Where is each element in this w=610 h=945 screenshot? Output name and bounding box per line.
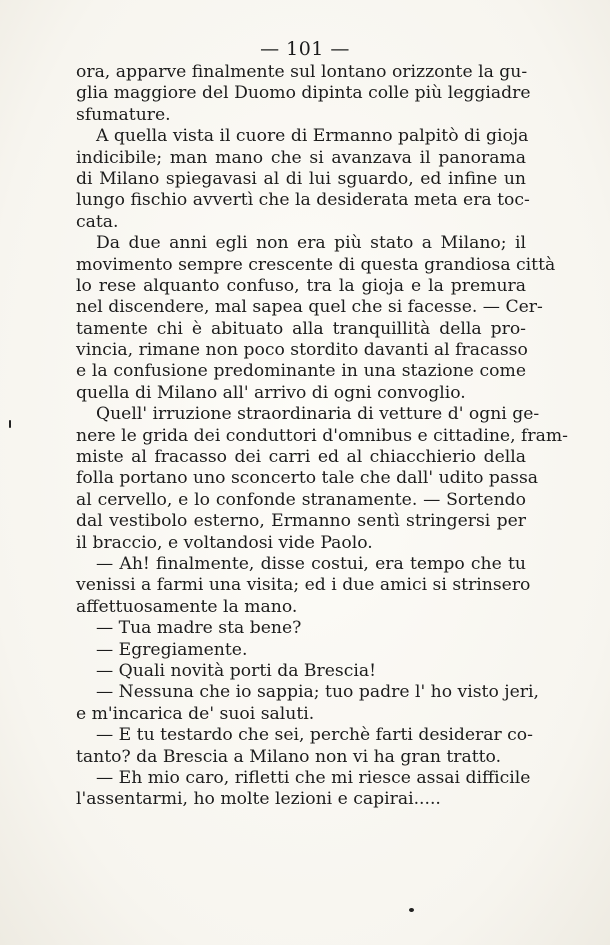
text-line: — Nessuna che io sappia; tuo padre l' ho visto jeri,: [96, 682, 539, 703]
text-line: di Milano spiegavasi al di lui sguardo, ed infine un: [76, 168, 526, 189]
text-line: lo rese alquanto confuso, tra la gioja e la premura: [76, 275, 526, 296]
text-line: l'assentarmi, ho molte lezioni e capirai.....: [76, 789, 441, 810]
print-speck: [9, 420, 11, 428]
text-line: Quell' irruzione straordinaria di vetture d' ogni ge-: [96, 404, 540, 425]
text-line: tanto? da Brescia a Milano non vi ha gran tratto.: [76, 746, 502, 767]
text-line: ora, apparve finalmente sul lontano orizzonte la gu-: [76, 62, 528, 82]
text-line: nere le grida dei conduttori d'omnibus e cittadine, fram-: [76, 425, 568, 446]
text-line: — Ah! finalmente, disse costui, era tempo che tu: [96, 553, 526, 574]
text-line: e m'incarica de' suoi saluti.: [76, 703, 315, 724]
text-line: — Tua madre sta bene?: [96, 618, 302, 639]
text-line: affettuosamente la mano.: [76, 596, 298, 617]
page-number: — 101 —: [260, 38, 350, 60]
text-line: dal vestibolo esterno, Ermanno sentì stringersi per: [76, 511, 526, 532]
text-line: venissi a farmi una visita; ed i due amici si strinsero: [76, 575, 531, 596]
text-line: — Egregiamente.: [96, 639, 248, 660]
text-line: e la confusione predominante in una stazione come: [76, 361, 526, 382]
text-line: — Quali novità porti da Brescia!: [96, 660, 377, 681]
text-line: indicibile; man mano che si avanzava il panorama: [76, 147, 526, 168]
text-line: movimento sempre crescente di questa grandiosa città: [76, 254, 556, 275]
text-line: tamente chi è abituato alla tranquillità della pro-: [76, 318, 526, 339]
text-line: folla portano uno sconcerto tale che dall' udito passa: [76, 468, 539, 489]
text-line: il braccio, e voltandosi vide Paolo.: [76, 532, 373, 553]
text-line: quella di Milano all' arrivo di ogni convoglio.: [76, 382, 466, 403]
text-line: — Eh mio caro, rifletti che mi riesce assai difficile: [96, 767, 531, 788]
text-line: glia maggiore del Duomo dipinta colle più leggiadre: [76, 83, 531, 104]
text-line: miste al fracasso dei carri ed al chiacchierio della: [76, 447, 526, 468]
text-line: A quella vista il cuore di Ermanno palpitò di gioja: [96, 126, 529, 147]
text-line: al cervello, e lo confonde stranamente. — Sortendo: [76, 489, 526, 510]
text-line: nel discendere, mal sapea quel che si facesse. — Cer-: [76, 297, 543, 318]
text-line: — E tu testardo che sei, perchè farti desiderar co-: [96, 725, 533, 746]
text-line: cata.: [76, 211, 119, 232]
body-text: [76, 62, 568, 811]
text-line: Da due anni egli non era più stato a Milano; il: [96, 233, 526, 254]
text-line: lungo fischio avvertì che la desiderata meta era toc-: [76, 190, 530, 211]
text-line: sfumature.: [76, 104, 171, 125]
text-line: vincia, rimane non poco stordito davanti al fracasso: [76, 340, 528, 361]
print-speck: [409, 908, 414, 912]
